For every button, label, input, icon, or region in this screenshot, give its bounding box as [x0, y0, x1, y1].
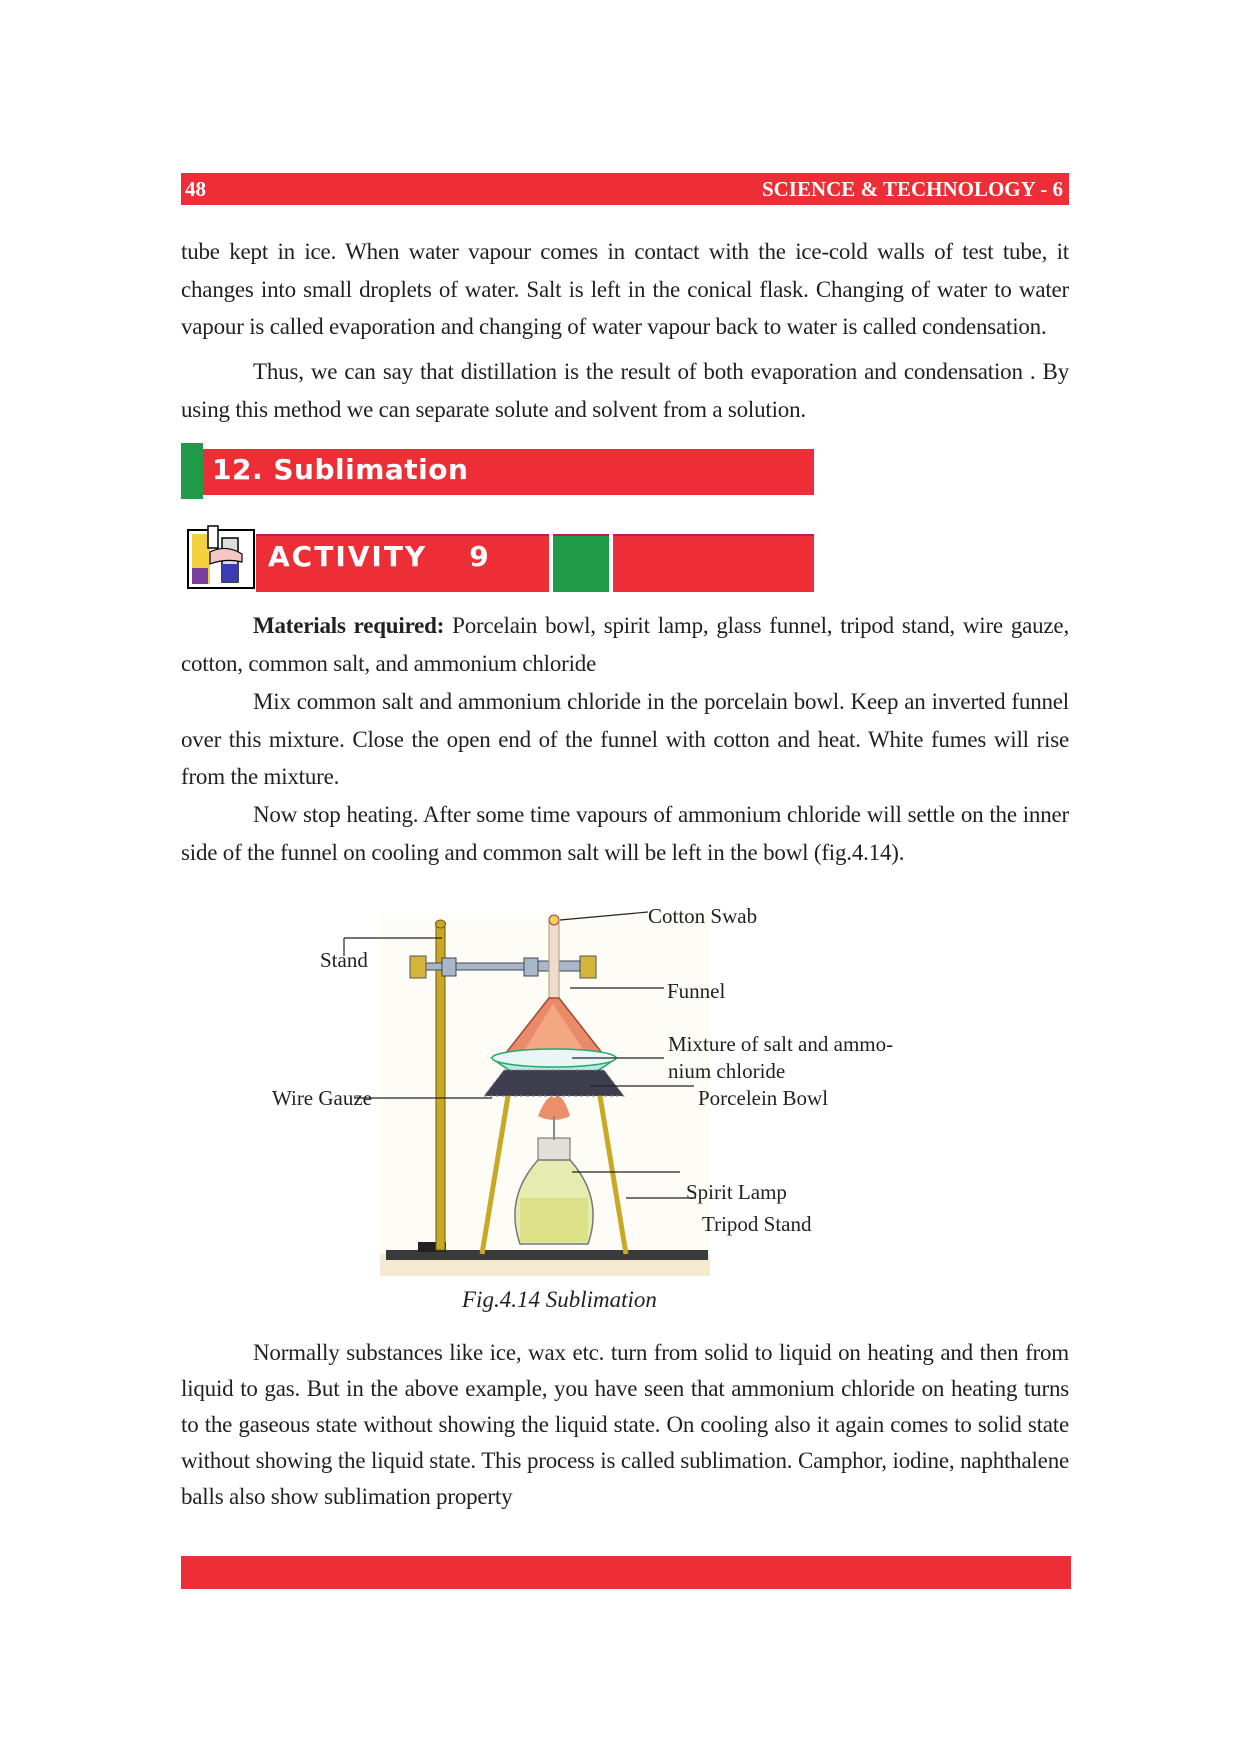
label-mixture-line1: Mixture of salt and ammo-	[668, 1032, 894, 1056]
materials-heading: Materials required:	[253, 613, 445, 638]
label-mixture-line2: nium chloride	[668, 1059, 786, 1083]
label-stand: Stand	[320, 948, 368, 972]
section-accent	[181, 443, 203, 499]
activity-number: 9	[469, 540, 491, 573]
section-heading	[181, 449, 814, 495]
conclusion-paragraph: Normally substances like ice, wax etc. turn from solid to liquid on heating and then from liquid to gas. But in the above example, you have seen that ammonium chloride on heating turns to the gaseous state without showing the liquid state. On cooling also it again comes to solid state without showing the liquid state. This process is called sublimation. Camphor, iodine, naphthalene balls also show sublimation property	[181, 1340, 1069, 1509]
page-header	[181, 173, 1069, 205]
label-porcelain-bowl: Porcelein Bowl	[698, 1086, 829, 1110]
figure-caption: Fig.4.14 Sublimation	[462, 1287, 657, 1312]
label-funnel: Funnel	[667, 979, 726, 1003]
book-title: SCIENCE & TECHNOLOGY - 6	[761, 177, 1063, 201]
section-title: 12. Sublimation	[212, 453, 469, 486]
sublimation-figure	[270, 904, 970, 1318]
activity-heading	[268, 540, 491, 573]
activity-bar-end	[613, 534, 814, 592]
distillation-paragraph: Thus, we can say that distillation is the result of both evaporation and condensation . By using this method we can separate solute and solvent from a solution.	[181, 359, 1069, 422]
materials-text: Porcelain bowl, spirit lamp, glass funnel, tripod stand, wire gauze, cotton, common salt, and ammonium chloride	[181, 613, 1069, 676]
label-wire-gauze: Wire Gauze	[272, 1086, 373, 1110]
materials-paragraph	[181, 607, 1069, 682]
activity-label: ACTIVITY	[268, 540, 428, 573]
procedure-paragraph-2: Now stop heating. After some time vapours of ammonium chloride will settle on the inner side of the funnel on cooling and common salt will be left in the bowl (fig.4.14).	[181, 802, 1069, 865]
intro-paragraph: tube kept in ice. When water vapour comes in contact with the ice-cold walls of test tube, it changes into small droplets of water. Salt is left in the conical flask. Changing of water to water vapour is called evaporation and changing of water vapour back to water is called condensation.	[181, 239, 1069, 339]
page-number: 48	[185, 177, 206, 201]
label-cotton-swab: Cotton Swab	[648, 904, 758, 928]
activity-icon	[186, 524, 256, 590]
label-tripod-stand: Tripod Stand	[702, 1212, 812, 1236]
activity-bar-green	[553, 534, 609, 592]
page-footer-bar	[181, 1556, 1071, 1589]
procedure-paragraph-1: Mix common salt and ammonium chloride in the porcelain bowl. Keep an inverted funnel over this mixture. Close the open end of the funnel with cotton and heat. White fumes will rise from the mixture.	[181, 689, 1069, 789]
label-spirit-lamp: Spirit Lamp	[686, 1180, 787, 1204]
